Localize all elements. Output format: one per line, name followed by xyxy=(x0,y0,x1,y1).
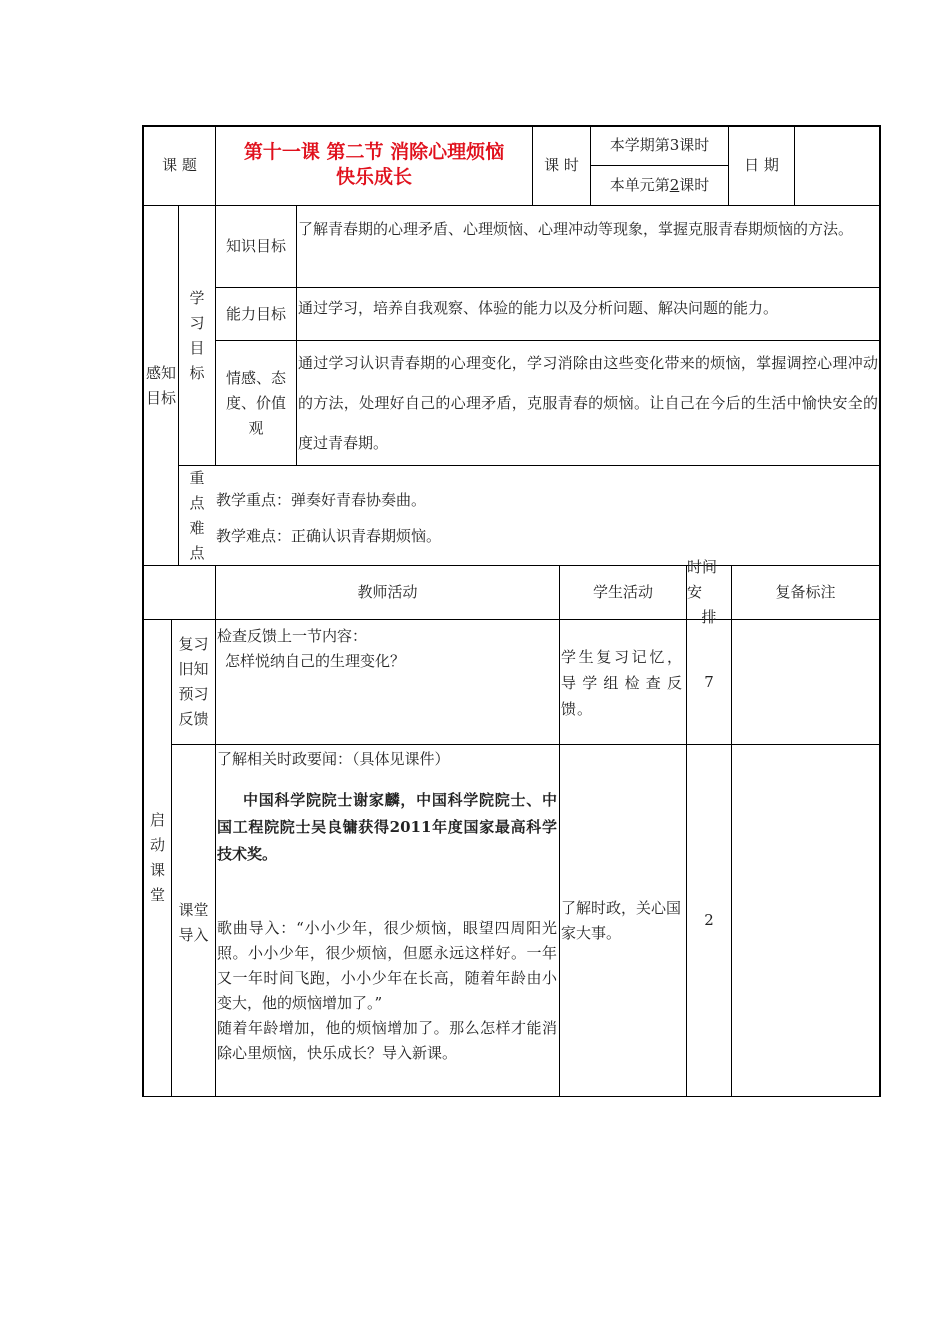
intro-student-activity: 了解时政，关心国家大事。 xyxy=(561,898,682,942)
key-point: 教学重点：弹奏好青春协奏曲。 xyxy=(216,491,427,509)
lesson-title-line2: 快乐成长 xyxy=(335,166,412,188)
grid-line xyxy=(142,1096,881,1097)
keypoints-label: 重 点 难 点 xyxy=(189,468,205,562)
keypoints-text xyxy=(216,466,878,565)
table-border-right xyxy=(879,125,881,1097)
intro-notes[interactable] xyxy=(732,745,879,1096)
date-label: 日 期 xyxy=(744,156,779,174)
lesson-title xyxy=(216,140,532,205)
difficult-point: 教学难点：正确认识青春期烦恼。 xyxy=(216,527,442,545)
lesson-title-line1: 第十一课 第二节 消除心理烦恼 xyxy=(243,141,505,163)
review-teacher-line1: 检查反馈上一节内容： xyxy=(217,627,368,645)
student-activity-header: 学生活动 xyxy=(592,583,653,601)
review-teacher-line2: 怎样悦纳自己的生理变化？ xyxy=(225,652,406,670)
review-student-activity: 学生复习记忆，导学组检查反馈。 xyxy=(561,648,683,718)
review-time: 7 xyxy=(704,672,714,691)
intro-transition: 随着年龄增加，他的烦恼增加了。那么怎样才能消除心里烦恼，快乐成长？导入新课。 xyxy=(217,1019,557,1062)
song-intro: 歌曲导入：“小小少年，很少烦恼，眼望四周阳光照。小小少年，很少烦恼，但愿永远这样好。一年又一年时间飞跑，小小少年在长高，随着年龄由小变大，他的烦恼增加了。” xyxy=(217,919,557,1012)
review-notes-header: 复备标注 xyxy=(775,583,836,601)
review-notes[interactable] xyxy=(732,620,879,744)
startup-class-label: 启 动 课 堂 xyxy=(149,811,165,904)
teacher-activity-header: 教师活动 xyxy=(357,583,418,601)
emotion-objective-text: 通过学习认识青春期的心理变化，学习消除由这些变化带来的烦恼，掌握调控心理冲动的方法，处理好自己的心理矛盾，克服青春的烦恼。让自己在今后的生活中愉快安全的度过青春期。 xyxy=(298,354,878,452)
semester-period: 本学期第 3 课时 xyxy=(609,136,710,154)
intro-teacher-activity xyxy=(217,745,557,1096)
knowledge-objective-text: 了解青春期的心理矛盾、心理烦恼、心理冲动等现象，掌握克服青春期烦恼的方法。 xyxy=(298,220,854,238)
grid-line xyxy=(559,565,560,1097)
ability-objective-label: 能力目标 xyxy=(225,304,286,323)
ability-objective-text: 通过学习，培养自我观察、体验的能力以及分析问题、解决问题的能力。 xyxy=(298,299,779,317)
date-value[interactable] xyxy=(795,126,879,205)
class-intro-label: 课堂 导入 xyxy=(178,900,209,944)
perception-objectives-label: 感知 目标 xyxy=(145,363,176,407)
news-headline: 中国科学院院士谢家麟，中国科学院院士、中国工程院院士吴良镛获得2011年度国家最高科学技术奖。 xyxy=(217,791,557,863)
review-feedback-label: 复习 旧知 预习 反馈 xyxy=(178,635,209,728)
review-teacher-activity xyxy=(217,620,557,744)
emotion-objective-label: 情感、态 度、价值 观 xyxy=(225,368,286,437)
intro-time: 2 xyxy=(704,911,714,929)
news-intro: 了解相关时政要闻：（具体见课件） xyxy=(217,750,450,768)
unit-period: 本单元第 2 课时 xyxy=(609,176,710,194)
grid-line xyxy=(296,205,297,465)
period-label: 课 时 xyxy=(544,156,579,174)
time-arrangement-header: 时间安 排 xyxy=(687,558,718,626)
knowledge-objective-label: 知识目标 xyxy=(225,237,286,255)
topic-label: 课 题 xyxy=(162,156,197,174)
learning-objectives-label: 学 习 目 标 xyxy=(189,288,205,382)
grid-line xyxy=(215,565,216,1097)
